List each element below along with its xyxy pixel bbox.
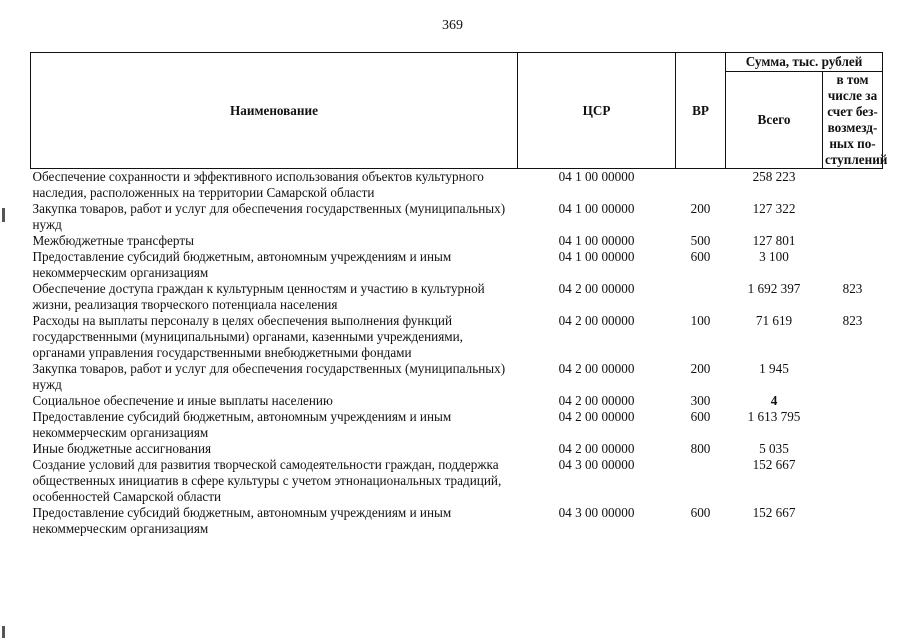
row-free-receipts (823, 201, 883, 233)
row-name: Предоставление субсидий бюджетным, автономным учреждениям и иным некоммерческим организациям (32, 409, 452, 440)
row-total: 5 035 (759, 441, 789, 456)
row-total: 1 692 397 (747, 281, 801, 296)
table-row (31, 249, 883, 281)
row-free-receipts (823, 169, 883, 202)
page-number: 369 (442, 18, 463, 33)
row-name: Предоставление субсидий бюджетным, автономным учреждениям и иным некоммерческим организациям (32, 249, 452, 280)
row-free-receipts (823, 393, 883, 409)
row-free-receipts (823, 361, 883, 393)
row-vr: 300 (690, 393, 711, 408)
row-vr: 800 (690, 441, 711, 456)
row-free-receipts: 823 (842, 313, 863, 328)
row-vr (676, 169, 726, 202)
row-total: 1 945 (759, 361, 789, 376)
row-total: 127 322 (752, 201, 796, 216)
row-name: Обеспечение сохранности и эффективного использования объектов культурного наследия, расположенных на территории Самарской области (32, 169, 484, 200)
header-sum-group: Сумма, тыс. рублей (726, 53, 883, 72)
row-name: Иные бюджетные ассигнования (32, 441, 212, 456)
row-csr: 04 1 00 00000 (558, 233, 635, 248)
row-csr: 04 3 00 00000 (558, 505, 635, 520)
table-header (31, 53, 888, 169)
row-name: Создание условий для развития творческой самодеятельности граждан, поддержка общественных инициатив в сфере культуры с учетом этнонациональных традиций, особенностей Самарской области (32, 457, 502, 504)
row-vr (676, 281, 726, 313)
row-vr (676, 457, 726, 505)
row-csr: 04 1 00 00000 (558, 249, 635, 264)
row-csr: 04 2 00 00000 (558, 441, 635, 456)
table-row (31, 505, 883, 537)
row-vr: 600 (690, 505, 711, 520)
table-row (31, 169, 883, 202)
row-csr: 04 1 00 00000 (558, 201, 635, 216)
row-total: 152 667 (752, 457, 796, 472)
table-row (31, 457, 883, 505)
row-vr: 600 (690, 249, 711, 264)
table-row (31, 313, 883, 361)
row-csr: 04 2 00 00000 (558, 409, 635, 424)
scan-edge-mark (2, 626, 5, 638)
row-vr: 600 (690, 409, 711, 424)
row-name: Предоставление субсидий бюджетным, автономным учреждениям и иным некоммерческим организациям (32, 505, 452, 536)
row-name: Межбюджетные трансферты (32, 233, 194, 248)
table-row (31, 393, 883, 409)
table-row (31, 233, 883, 249)
row-free-receipts (823, 505, 883, 537)
row-name: Обеспечение доступа граждан к культурным ценностям и участию в культурной жизни, реализация творческого потенциала населения (32, 281, 485, 312)
table-body (31, 169, 883, 538)
row-vr: 500 (690, 233, 711, 248)
row-total: 71 619 (755, 313, 793, 328)
row-free-receipts (823, 457, 883, 505)
row-csr: 04 2 00 00000 (558, 361, 635, 376)
row-total: 152 667 (752, 505, 796, 520)
row-vr: 200 (690, 201, 711, 216)
table-row (31, 361, 883, 393)
row-free-receipts (823, 409, 883, 441)
row-total: 258 223 (752, 169, 796, 184)
scan-edge-mark (2, 208, 5, 222)
row-free-receipts (823, 441, 883, 457)
row-total: 127 801 (752, 233, 796, 248)
row-vr: 200 (690, 361, 711, 376)
row-csr: 04 1 00 00000 (558, 169, 635, 184)
row-total: 4 (770, 393, 778, 408)
table-row (31, 201, 883, 233)
row-total: 3 100 (759, 249, 789, 264)
row-csr: 04 3 00 00000 (558, 457, 635, 472)
header-name: Наименование (31, 53, 518, 169)
table-row (31, 281, 883, 313)
row-name: Расходы на выплаты персоналу в целях обеспечения выполнения функций государственными (муниципальными) органами, казенными учреждениями, органами управления государственными внебюджетными фондами (32, 313, 463, 360)
row-csr: 04 2 00 00000 (558, 393, 635, 408)
header-total: Всего (726, 72, 823, 169)
budget-table (30, 52, 888, 537)
row-free-receipts (823, 233, 883, 249)
row-name: Социальное обеспечение и иные выплаты населению (32, 393, 333, 408)
header-csr: ЦСР (518, 53, 676, 169)
row-vr: 100 (690, 313, 711, 328)
row-csr: 04 2 00 00000 (558, 281, 635, 296)
table-row (31, 441, 883, 457)
row-name: Закупка товаров, работ и услуг для обеспечения государственных (муниципальных) нужд (32, 201, 506, 232)
header-free-receipts: в том числе за счет без-возмезд-ных по-ступлений (823, 72, 883, 169)
row-free-receipts (823, 249, 883, 281)
header-vr: ВР (676, 53, 726, 169)
table-row (31, 409, 883, 441)
row-csr: 04 2 00 00000 (558, 313, 635, 328)
row-total: 1 613 795 (747, 409, 801, 424)
row-free-receipts: 823 (842, 281, 863, 296)
row-name: Закупка товаров, работ и услуг для обеспечения государственных (муниципальных) нужд (32, 361, 506, 392)
